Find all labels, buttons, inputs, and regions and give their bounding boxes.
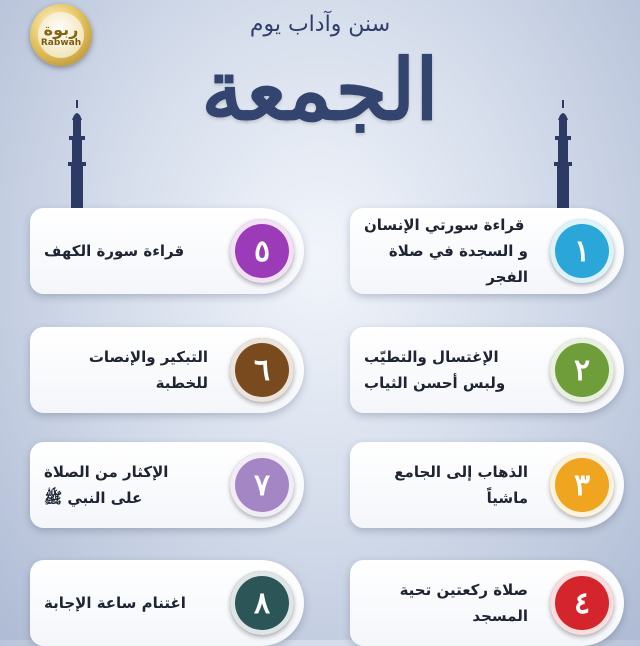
number-badge-4: ٤ <box>550 571 614 635</box>
sunnah-card-6 <box>30 327 304 413</box>
page-subtitle: سنن وآداب يوم <box>249 12 391 37</box>
sunnah-card-3 <box>350 442 624 528</box>
sunnah-line-1: اغتنام ساعة الإجابة <box>44 594 186 612</box>
number-badge-7: ٧ <box>230 453 294 517</box>
sunnah-card-2 <box>350 327 624 413</box>
sunnah-line-1: التبكير والإنصات للخطبة <box>88 348 208 392</box>
logo-glyph: ربوة <box>43 20 79 39</box>
number-badge-1: ١ <box>550 219 614 283</box>
sunnah-card-text <box>364 208 528 294</box>
sunnah-line-1: صلاة ركعتين تحية المسجد <box>399 581 528 625</box>
sunnah-line-1: قراءة سورتي الإنسان <box>364 216 525 234</box>
sunnah-card-text <box>364 442 528 528</box>
number-badge-3: ٣ <box>550 453 614 517</box>
sunnah-card-4 <box>350 560 624 646</box>
sunnah-card-text <box>364 327 528 413</box>
sunnah-line-1: الذهاب إلى الجامع ماشياً <box>394 463 528 507</box>
sunnah-card-text <box>44 442 208 528</box>
minaret-left-icon <box>62 100 92 210</box>
sunnah-line-2: و السجدة في صلاة الفجر <box>388 242 528 286</box>
sunnah-card-text <box>364 560 528 646</box>
sunnah-line-1: الإغتسال والتطيّب <box>364 348 499 366</box>
sunnah-line-1: الإكثار من الصلاة <box>44 463 169 481</box>
sunnah-card-7 <box>30 442 304 528</box>
number-badge-5: ٥ <box>230 219 294 283</box>
sunnah-card-text <box>44 560 208 646</box>
sunnah-card-text <box>44 208 208 294</box>
sunnah-card-5 <box>30 208 304 294</box>
number-badge-6: ٦ <box>230 338 294 402</box>
sunnah-line-2: ولبس أحسن الثياب <box>364 374 506 392</box>
sunnah-line-2: على النبي ﷺ <box>44 489 143 507</box>
sunnah-card-text <box>44 327 208 413</box>
sunnah-card-8 <box>30 560 304 646</box>
number-badge-2: ٢ <box>550 338 614 402</box>
minaret-right-icon <box>548 100 578 210</box>
sunnah-card-1 <box>350 208 624 294</box>
page-title: الجمعة <box>201 40 439 139</box>
sunnah-line-1: قراءة سورة الكهف <box>44 242 185 260</box>
number-badge-8: ٨ <box>230 571 294 635</box>
logo-label: Rabwah <box>40 38 82 48</box>
